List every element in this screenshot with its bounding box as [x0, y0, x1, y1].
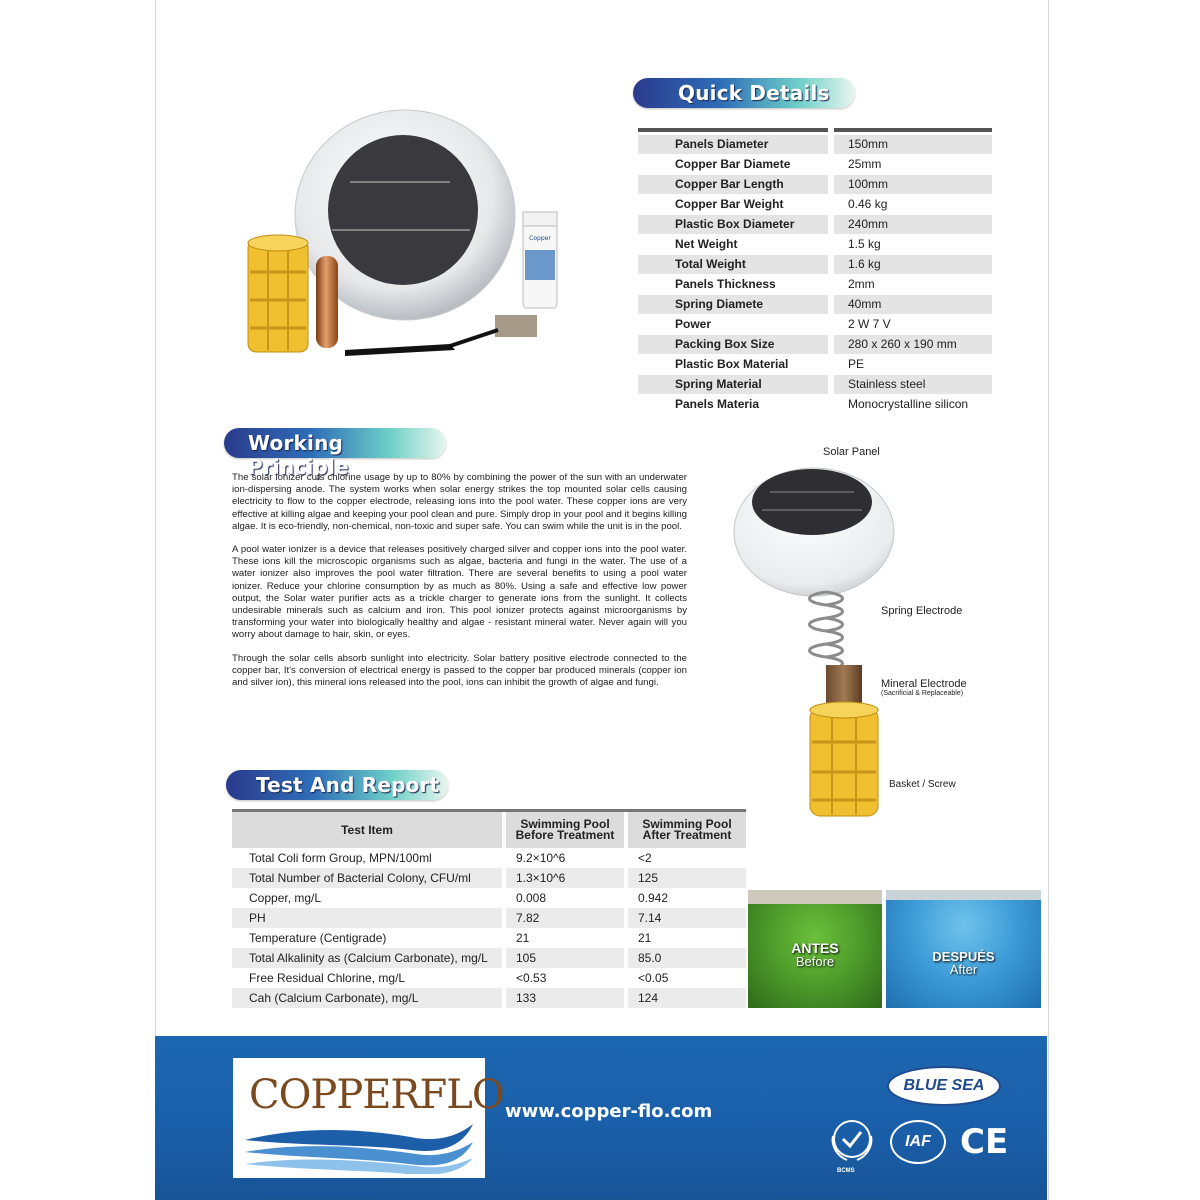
header-after: Swimming Pool After Treatment: [628, 809, 746, 848]
label-mineral-electrode: [881, 678, 967, 697]
detail-key: Plastic Box Material: [675, 356, 789, 371]
detail-row: [638, 234, 992, 254]
before-value-cell: 105: [506, 948, 624, 968]
before-value-cell: 7.82: [506, 908, 624, 928]
table-row: [232, 988, 746, 1008]
detail-key: Net Weight: [675, 236, 738, 251]
detail-value: Monocrystalline silicon: [848, 396, 969, 411]
label-spring-electrode: Spring Electrode: [881, 605, 963, 617]
working-principle-heading: [224, 428, 446, 479]
before-value-cell: <0.53: [516, 971, 547, 985]
table-row: [232, 928, 746, 948]
basket-image: [248, 235, 308, 352]
before-caption: ANTES Before: [791, 940, 839, 969]
detail-value: 25mm: [848, 156, 882, 171]
principle-paragraph: The solar ionizer cuts chlorine usage by up to 80% by combining the power of the sun with an underwater ion-dispersing anode. The system works when solar energy strikes the top mounted solar cells causing electricity to flow to the copper electrode, releasing ions into the pool water. These copper ions are very effective at killing algae and keeping your pool clean and pure. Simply drop in your pool and it begins killing algae. It is eco-friendly, non-chemical, non-toxic and super safe. You can swim while the unit is in the pool.: [232, 472, 687, 532]
test-item-cell: Temperature (Centigrade): [249, 931, 387, 945]
detail-row: [638, 134, 992, 154]
test-strip-bottle-image: [523, 212, 557, 308]
diagram-basket: [810, 702, 878, 816]
quick-details-heading: [633, 78, 855, 108]
test-report-table: [232, 809, 746, 1008]
after-caption: DESPUÉS After: [932, 949, 995, 977]
detail-key: Copper Bar Weight: [675, 196, 784, 211]
copperflo-logo: [233, 1058, 504, 1178]
brush-image: [345, 315, 537, 356]
detail-value: 280 x 260 x 190 mm: [834, 335, 992, 354]
before-value-cell: 0.008: [516, 891, 547, 905]
table-header-row: [232, 809, 746, 848]
detail-row: [638, 394, 992, 414]
detail-value: Stainless steel: [834, 375, 992, 394]
table-row: [232, 868, 746, 888]
detail-value: 240mm: [834, 215, 992, 234]
detail-row: [638, 194, 992, 214]
mineral-electrode-text: Mineral Electrode: [881, 678, 967, 690]
pool-after-photo: [886, 890, 1041, 1008]
detail-row: [638, 354, 992, 374]
quick-details-title: Quick Details: [678, 81, 830, 105]
table-row: [232, 968, 746, 988]
detail-row: [638, 274, 992, 294]
before-value-cell: 133: [506, 988, 624, 1008]
principle-paragraph: Through the solar cells absorb sunlight into electricity. Solar battery positive electrode connected to the copper bar, It's conversion of electrical energy is passed to the copper bar produced minerals (copper ion and silver ion), this mineral ions released into the pool, ions can inhibit the growth of algae and fungi.: [232, 652, 687, 689]
detail-value: 1.6 kg: [834, 255, 992, 274]
detail-value: 150mm: [834, 135, 992, 154]
test-item-cell: Cah (Calcium Carbonate), mg/L: [232, 988, 502, 1008]
iaf-logo: IAF: [890, 1120, 946, 1164]
working-principle-text: [232, 472, 687, 700]
before-value-cell: 9.2×10^6: [516, 851, 566, 865]
detail-key: Panels Diameter: [638, 135, 828, 154]
after-value-cell: 124: [628, 988, 746, 1008]
ionizer-diagram: [730, 460, 930, 830]
website-link[interactable]: www.copper-flo.com: [505, 1101, 713, 1122]
detail-key: Power: [675, 316, 712, 331]
detail-row: [638, 214, 992, 234]
wave-icon: [241, 1120, 477, 1174]
mineral-electrode-note: (Sacrificial & Replaceable): [881, 690, 964, 697]
label-solar-panel: Solar Panel: [823, 446, 880, 458]
after-value-cell: <0.05: [638, 971, 669, 985]
blue-sea-logo: BLUE SEA: [887, 1066, 1001, 1106]
detail-row: [638, 294, 992, 314]
after-value-cell: <2: [638, 851, 652, 865]
test-item-cell: Copper, mg/L: [249, 891, 322, 905]
detail-value: 0.46 kg: [848, 196, 888, 211]
test-report-heading: [226, 770, 448, 800]
detail-key: Copper Bar Length: [638, 175, 828, 194]
test-item-cell: Total Coli form Group, MPN/100ml: [249, 851, 432, 865]
table-row: [232, 848, 746, 868]
diagram-spring: [810, 592, 843, 670]
detail-row: [638, 154, 992, 174]
test-report-title: Test And Report: [256, 773, 440, 797]
svg-text:Copper: Copper: [529, 235, 551, 242]
table-row: [232, 948, 746, 968]
detail-value: 2 W 7 V: [848, 316, 891, 331]
detail-key: Spring Diamete: [638, 295, 828, 314]
detail-value: 2mm: [848, 276, 875, 291]
label-basket: Basket / Screw: [889, 779, 956, 790]
after-value-cell: 21: [638, 931, 652, 945]
test-item-cell: Total Alkalinity as (Calcium Carbonate), mg/L: [232, 948, 502, 968]
before-value-cell: 21: [516, 931, 530, 945]
table-row: [232, 888, 746, 908]
detail-value: 40mm: [834, 295, 992, 314]
detail-row: [638, 374, 992, 394]
detail-value: 1.5 kg: [848, 236, 881, 251]
after-value-cell: 125: [628, 868, 746, 888]
product-kit-image: [240, 100, 560, 370]
detail-key: Copper Bar Diamete: [675, 156, 791, 171]
after-value-cell: 7.14: [628, 908, 746, 928]
detail-row: [638, 334, 992, 354]
test-item-cell: Total Number of Bacterial Colony, CFU/ml: [232, 868, 502, 888]
ce-mark: CE: [960, 1122, 1009, 1162]
after-value-cell: 0.942: [638, 891, 669, 905]
pool-before-photo: [748, 890, 882, 1008]
working-principle-title: Working Principle: [248, 431, 349, 479]
before-value-cell: 1.3×10^6: [506, 868, 624, 888]
detail-key: Packing Box Size: [638, 335, 828, 354]
header-before: Swimming Pool Before Treatment: [506, 809, 624, 848]
detail-key: Panels Materia: [675, 396, 760, 411]
detail-key: Panels Thickness: [675, 276, 776, 291]
detail-key: Plastic Box Diameter: [638, 215, 828, 234]
header-test-item: Test Item: [232, 809, 502, 848]
test-item-cell: Free Residual Chlorine, mg/L: [249, 971, 406, 985]
diagram-solar-panel: [752, 469, 872, 535]
detail-row: [638, 314, 992, 334]
solar-panel: [328, 135, 478, 285]
detail-row: [638, 174, 992, 194]
copper-bar-image: [316, 256, 338, 348]
detail-key: Spring Material: [638, 375, 828, 394]
after-value-cell: 85.0: [628, 948, 746, 968]
detail-value: 100mm: [834, 175, 992, 194]
detail-key: Total Weight: [638, 255, 828, 274]
logo-flo: FLO: [419, 1072, 504, 1118]
test-item-cell: PH: [232, 908, 502, 928]
detail-row: [638, 254, 992, 274]
principle-paragraph: A pool water ionizer is a device that releases positively charged silver and copper ions into the pool water. These ions kill the microscopic organisms such as algae, bacteria and fungi in the water. The use of a water ionizer also improves the pool water filtration. There are several benefits to using a pool water ionizer. Reduce your chlorine consumption by as much as 80%. Using a safe and effective low power output, the Solar water purifier acts as a trickle charger to generate ions from the sunlight. It collects undesirable minerals such as calcium and iron. This pool ionizer protects against microorganisms by transforming your water into biologically healthy and algae - resistant mineral water. Never again will you worry about damage to hair, skin, or eyes.: [232, 544, 687, 641]
badge-caption: BCMS: [837, 1168, 855, 1174]
award-badge-icon: [827, 1116, 877, 1166]
logo-copper: COPPER: [249, 1072, 420, 1118]
detail-value: PE: [848, 356, 865, 371]
footer-banner: [155, 1036, 1047, 1200]
quick-details-table: [638, 128, 992, 414]
table-row: [232, 908, 746, 928]
logo-brand-text: [249, 1072, 504, 1118]
